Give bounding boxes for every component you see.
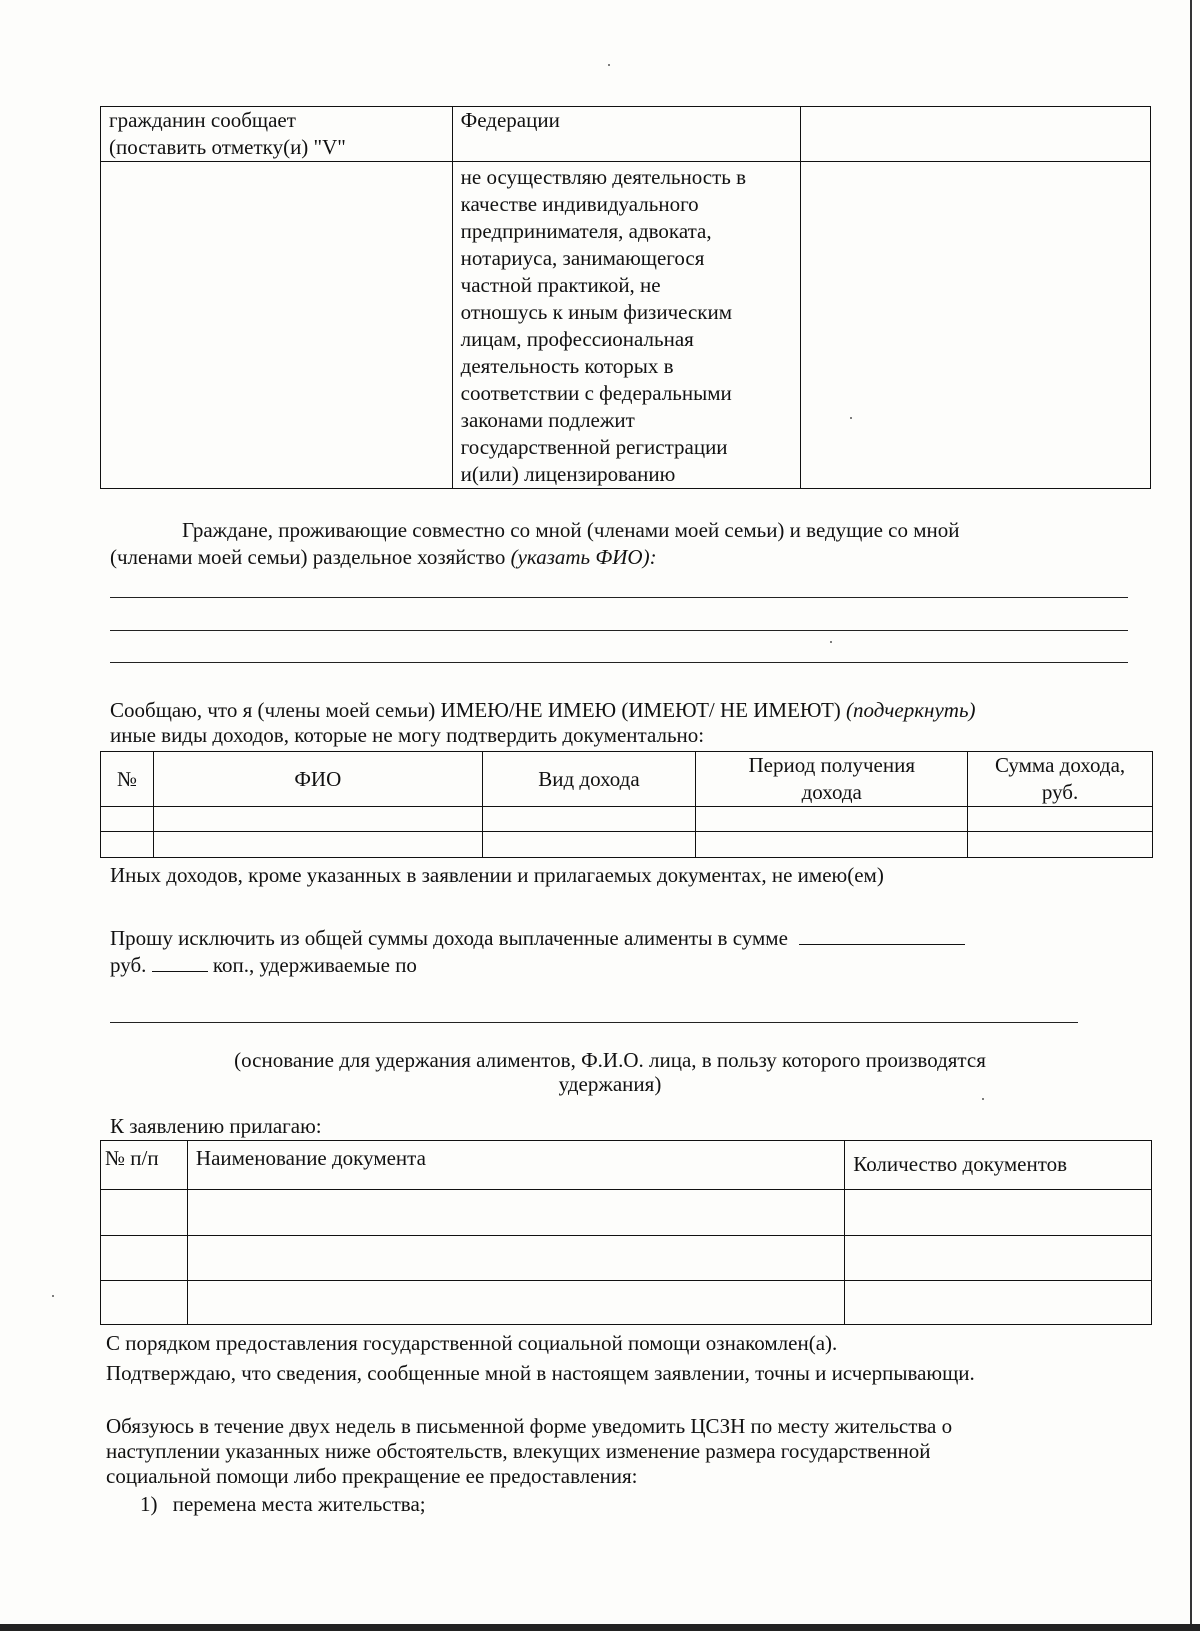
- alimony-rub-field[interactable]: [799, 944, 965, 945]
- status-federation-cell: [452, 107, 801, 162]
- income-cell[interactable]: [696, 807, 968, 832]
- sum-header-line: Сумма дохода,: [994, 753, 1126, 777]
- table-row: [101, 1236, 1152, 1281]
- income-cell[interactable]: [696, 832, 968, 858]
- column-header-fio: ФИО: [153, 752, 482, 807]
- income-line1: [110, 697, 976, 724]
- scan-speck: [830, 641, 832, 643]
- income-cell[interactable]: [968, 807, 1153, 832]
- alimony-basis-line[interactable]: [110, 1022, 1078, 1023]
- income-cell[interactable]: [482, 807, 696, 832]
- income-line2: иные виды доходов, которые не могу подтвердить документально:: [110, 723, 705, 747]
- activity-line: отношусь к иным физическим: [460, 300, 733, 324]
- cohabitants-line2: [110, 544, 657, 571]
- acknowledge-line2: Подтверждаю, что сведения, сообщенные мной в настоящем заявлении, точны и исчерпывающи.: [106, 1361, 975, 1385]
- alimony-caption-line2: удержания): [558, 1072, 662, 1096]
- attachment-cell[interactable]: [101, 1190, 188, 1236]
- alimony-kop-field[interactable]: [152, 971, 208, 972]
- cohabitants-line1: Граждане, проживающие совместно со мной (членами моей семьи) и ведущие со мной: [182, 518, 960, 542]
- activity-line: качестве индивидуального: [460, 192, 699, 216]
- obligation-line2: наступлении указанных ниже обстоятельств, влекущих изменение размера государственной: [106, 1439, 931, 1463]
- activity-line: деятельность которых в: [460, 354, 674, 378]
- income-cell[interactable]: [153, 832, 482, 858]
- obligation-line1: Обязуюсь в течение двух недель в письменной форме уведомить ЦСЗН по месту жительства о: [106, 1414, 953, 1438]
- attachment-cell[interactable]: [187, 1281, 844, 1325]
- income-cell[interactable]: [968, 832, 1153, 858]
- column-header-type: Вид дохода: [482, 752, 696, 807]
- column-header-period: [696, 752, 968, 807]
- table-header-row: [101, 1141, 1152, 1190]
- sum-header-line: руб.: [1041, 780, 1079, 804]
- obligation-line3: социальной помощи либо прекращение ее предоставления:: [106, 1464, 638, 1488]
- attachment-cell[interactable]: [845, 1281, 1152, 1325]
- activity-line: соответствии с федеральными: [460, 381, 732, 405]
- status-label-line: гражданин сообщает: [109, 108, 296, 132]
- attachment-cell[interactable]: [101, 1281, 188, 1325]
- alimony-line1: [110, 925, 965, 952]
- alimony-rub-label: руб.: [110, 953, 147, 977]
- activity-line: не осуществляю деятельность в: [460, 165, 746, 189]
- list-item-number: 1): [140, 1492, 158, 1516]
- income-note: (подчеркнуть): [846, 698, 976, 722]
- table-row: [101, 832, 1153, 858]
- cohabitants-fill-line[interactable]: [110, 597, 1128, 598]
- income-cell[interactable]: [482, 832, 696, 858]
- alimony-caption-line1: (основание для удержания алиментов, Ф.И.О. лица, в пользу которого производятся: [234, 1048, 986, 1072]
- column-header-count: Количество документов: [845, 1141, 1152, 1190]
- status-activity-cell: [452, 162, 801, 489]
- alimony-text: Прошу исключить из общей суммы дохода выплаченные алименты в сумме: [110, 926, 788, 950]
- table-row: [101, 1281, 1152, 1325]
- activity-line: нотариуса, занимающегося: [460, 246, 705, 270]
- cohabitants-fill-line[interactable]: [110, 662, 1128, 663]
- status-mark-cell[interactable]: [801, 162, 1151, 489]
- table-row: [101, 162, 1151, 489]
- income-cell[interactable]: [101, 832, 154, 858]
- status-federation-text: Федерации: [460, 108, 560, 132]
- scan-edge: [1190, 0, 1192, 1631]
- alimony-kop-label: коп., удерживаемые по: [212, 953, 417, 977]
- attachments-intro: К заявлению прилагаю:: [110, 1114, 322, 1138]
- table-row: [101, 1190, 1152, 1236]
- income-table: [100, 751, 1153, 858]
- column-header-num: № п/п: [101, 1141, 188, 1190]
- attachment-cell[interactable]: [101, 1236, 188, 1281]
- table-header-row: [101, 752, 1153, 807]
- acknowledge-line1: С порядком предоставления государственной социальной помощи ознакомлен(а).: [106, 1331, 838, 1355]
- cohabitants-text: (членами моей семьи) раздельное хозяйство: [110, 545, 511, 569]
- income-cell[interactable]: [153, 807, 482, 832]
- column-header-sum: [968, 752, 1153, 807]
- scan-bottom-edge: [0, 1624, 1200, 1631]
- citizen-status-table: [100, 106, 1151, 489]
- status-mark-cell[interactable]: [801, 107, 1151, 162]
- scan-speck: [52, 1295, 54, 1297]
- no-other-income-statement: Иных доходов, кроме указанных в заявлении и прилагаемых документах, не имею(ем): [110, 863, 884, 887]
- activity-line: и(или) лицензированию: [460, 462, 676, 486]
- attachment-cell[interactable]: [845, 1236, 1152, 1281]
- attachment-cell[interactable]: [187, 1190, 844, 1236]
- alimony-line2: [110, 952, 417, 979]
- attachment-cell[interactable]: [187, 1236, 844, 1281]
- table-row: [101, 107, 1151, 162]
- income-text: Сообщаю, что я (члены моей семьи) ИМЕЮ/НЕ ИМЕЮ (ИМЕЮТ/ НЕ ИМЕЮТ): [110, 698, 847, 722]
- activity-line: частной практикой, не: [460, 273, 661, 297]
- period-header-line: дохода: [801, 780, 862, 804]
- activity-line: лицам, профессиональная: [460, 327, 694, 351]
- obligation-list-item: [140, 1491, 426, 1518]
- cohabitants-note: (указать ФИО):: [510, 545, 657, 569]
- list-item-text: перемена места жительства;: [172, 1492, 426, 1516]
- activity-line: предпринимателя, адвоката,: [460, 219, 712, 243]
- scan-speck: [608, 64, 610, 66]
- status-label-cell: [101, 107, 453, 162]
- attachments-table: [100, 1140, 1152, 1325]
- period-header-line: Период получения: [748, 753, 915, 777]
- income-cell[interactable]: [101, 807, 154, 832]
- activity-line: законами подлежит: [460, 408, 635, 432]
- cohabitants-fill-line[interactable]: [110, 630, 1128, 631]
- attachment-cell[interactable]: [845, 1190, 1152, 1236]
- column-header-num: №: [101, 752, 154, 807]
- column-header-name: Наименование документа: [187, 1141, 844, 1190]
- status-label-line: (поставить отметку(и) "V": [109, 135, 346, 159]
- activity-line: государственной регистрации: [460, 435, 728, 459]
- table-row: [101, 807, 1153, 832]
- scan-speck: [982, 1098, 984, 1100]
- status-empty-cell: [101, 162, 453, 489]
